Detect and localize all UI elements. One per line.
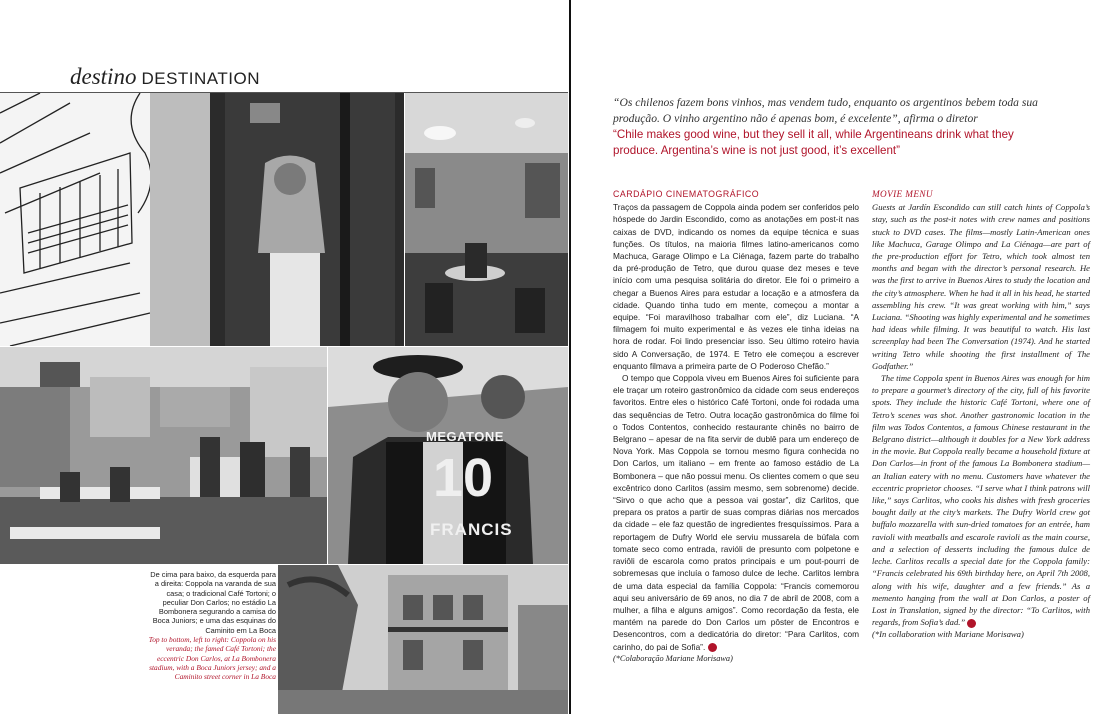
article-heading-pt: CARDÁPIO CINEMATOGRÁFICO bbox=[613, 189, 760, 199]
photo-caption bbox=[148, 570, 276, 682]
magazine-logo-icon: D bbox=[708, 643, 717, 652]
photo-bombonera-jersey bbox=[328, 347, 568, 564]
section-title-italic: destino bbox=[70, 64, 137, 89]
page-gutter bbox=[569, 0, 571, 714]
photo-cafe-tortoni bbox=[405, 93, 568, 346]
pull-quote-en: “Chile makes good wine, but they sell it all, while Argentineans drink what they produce. Argentina’s wine is not just good, it’s excellent” bbox=[613, 128, 1014, 157]
photo-don-carlos bbox=[0, 347, 327, 564]
article-column-en bbox=[872, 188, 1090, 641]
article-pt-paragraph-1: Traços da passagem de Coppola ainda podem ser conferidos pelo hóspede do Jardin Escondido, como as anotações em post-it nas caixas de DVD, indicando os nomes da equipe técnica e suas funções. Os títulos, na maioria filmes latino-americanos como Machuca, Garage Olimpo e La Ciénaga, fazem parte do trabalho da pré-produção de Tetro, que durou quase dez meses e teve início com uma pesquisa solitária do diretor. Ele foi o primeiro a chegar a Buenos Aires para estudar a locação e a atmosfera da cidade. Quando tinha tudo em mente, começou a montar a equipe. “Foi maravilhoso trabalhar com ele”, diz Luciana. “A filmagem foi muito experimental e às vezes ele tinha ideias na hora de rodar. Foi lindo presenciar isso. Seu último roteiro havia sido A Conversação, de 1974. E Tetro ele começou a escrever enquanto filmava a primeira parte de O Poderoso Chefão.” bbox=[613, 202, 859, 371]
article-heading-en: MOVIE MENU bbox=[872, 189, 933, 199]
caption-pt: De cima para baixo, da esquerda para a direita: Coppola na varanda de sua casa; o tradicional Café Tortoni; o peculiar Don Carlos; no estádio La Bombonera segurando a camisa do Boca Juniors; e uma das esquinas do Caminito em La Boca bbox=[150, 570, 276, 635]
article-column-pt bbox=[613, 188, 859, 665]
photo-caminito bbox=[278, 565, 568, 714]
section-header bbox=[70, 64, 260, 90]
article-pt-paragraph-2 bbox=[613, 372, 859, 653]
section-title-caps: DESTINATION bbox=[141, 69, 260, 88]
caption-en: Top to bottom, left to right: Coppola on his veranda; the famed Café Tortoni; the eccentric Don Carlos, at La Bombonera stadium, with a Boca Juniors jersey; and a Caminito street corner in La Boca bbox=[148, 635, 276, 682]
photo-coppola-veranda bbox=[0, 93, 404, 346]
jersey-name: FRANCIS bbox=[430, 520, 513, 539]
jersey-number: 10 bbox=[433, 448, 494, 508]
jersey-sponsor-text: MEGATONE bbox=[426, 429, 504, 444]
article-en-credit: (*In collaboration with Mariane Morisawa) bbox=[872, 629, 1024, 640]
article-en-paragraph-2-text: The time Coppola spent in Buenos Aires was enough for him to prepare a gourmet’s directory of the city, full of his favorite spots. They include the historic Café Tortoni, where one of Tetro’s scenes was shot. Another gastronomic location in the film was Todos Contentos, a famous Chinese restaurant in the Belgrano district—although it doubles for a New York address in the movie. But Coppola really became a household fixture at Don Carlos—in front of the famous La Bombonera stadium—an Italian eatery with no menu. Customers have whatever the eccentric proprietor chooses. “I serve what I think patrons will like,” says Carlitos, who cooks his dishes with fresh groceries bought daily at the city’s markets. The Dufry World crew got buffalo mozzarella with sun-dried tomatoes for an entrée, ham ravioli with meatballs and escarole ravioli as the main course, and a selection of desserts including the famous dulce de leche. Carlitos recalls a special date for the Coppola family: “Francis celebrated his 69th birthday here, on April 7th 2008, along with his wife, daughter and a few friends.” As a memento hanging from the wall at Don Carlos, a poster of Lost in Translation, signed by the director: “To Carlitos, with regards, from Sofia’s dad.” bbox=[872, 373, 1090, 628]
article-en-paragraph-1: Guests at Jardín Escondido can still catch hints of Coppola’s stay, such as the post-it notes with crew names and positions stuck to DVD cases. The films—mostly Latin-American ones like Machuca, Garage Olimpo and La Ciénaga—are part of the pre-production effort for Tetro, which took almost ten months and began with the director’s personal research. He was the first to arrive in Buenos Aires to study the location and the city’s atmosphere. When he had it all in his head, he started assembling his crew. “It was great working with him,” says Luciana. “Shooting was highly experimental and he sometimes had ideas while filming. It was beautiful to watch. His last screenplay had been The Conversation (1974). And he started writing Tetro while shooting the first installment of The Godfather.” bbox=[872, 202, 1090, 371]
article-en-paragraph-2 bbox=[872, 372, 1090, 628]
article-pt-credit: (*Colaboração Mariane Morisawa) bbox=[613, 653, 733, 663]
magazine-logo-icon: D bbox=[967, 619, 976, 628]
pull-quote bbox=[613, 95, 1043, 158]
pull-quote-pt: “Os chilenos fazem bons vinhos, mas vendem tudo, enquanto os argentinos bebem toda sua produção. O vinho argentino não é apenas bom, é excelente”, afirma o diretor bbox=[613, 96, 1038, 125]
article-pt-paragraph-2-text: O tempo que Coppola viveu em Buenos Aires foi suficiente para ele traçar um roteiro gastronômico da cidade com seus endereços favoritos. Entre eles o histórico Café Tortoni, onde foi rodada uma das sequências de Tetro. Outra locação gastronômica do filme foi o Todos Contentos, conhecido restaurante chinês no bairro de Belgrano – apesar de na fita servir de dublê para um endereço de Nova York. Mas Coppola se tornou mesmo figura conhecida no Don Carlos, um italiano – em frente ao famoso estádio de La Bombonera – que não possui menu. Os clientes comem o que seu excêntrico dono Carlitos (assim mesmo, sem sobrenome) decide. “Sirvo o que acho que a pessoa vai gostar”, diz Carlitos, que prepara os pratos a partir de suas compras diárias nos mercados da cidade – ele faz questão de ingredientes fresquíssimos. Para a reportagem de Dufry World ele serviu mussarela de búfala com tomate seco como entrada, ravióli de presunto com polpetone e raviôli de escarola como pratos principais e um pout-pourri de sobremesas que incluía o famoso dulce de leche. Carlitos lembra de uma data especial da família Coppola: “Francis comemorou aqui seu aniversário de 69 anos, no dia 7 de abril de 2008, com a mulher, a filha e alguns amigos”. Como recordação da festa, ele mantém na parede do Don Carlos um pôster de Encontros e Desencontros, com a dedicatória do diretor: “Para Carlitos, com carinho, do pai de Sofia”. bbox=[613, 373, 859, 652]
